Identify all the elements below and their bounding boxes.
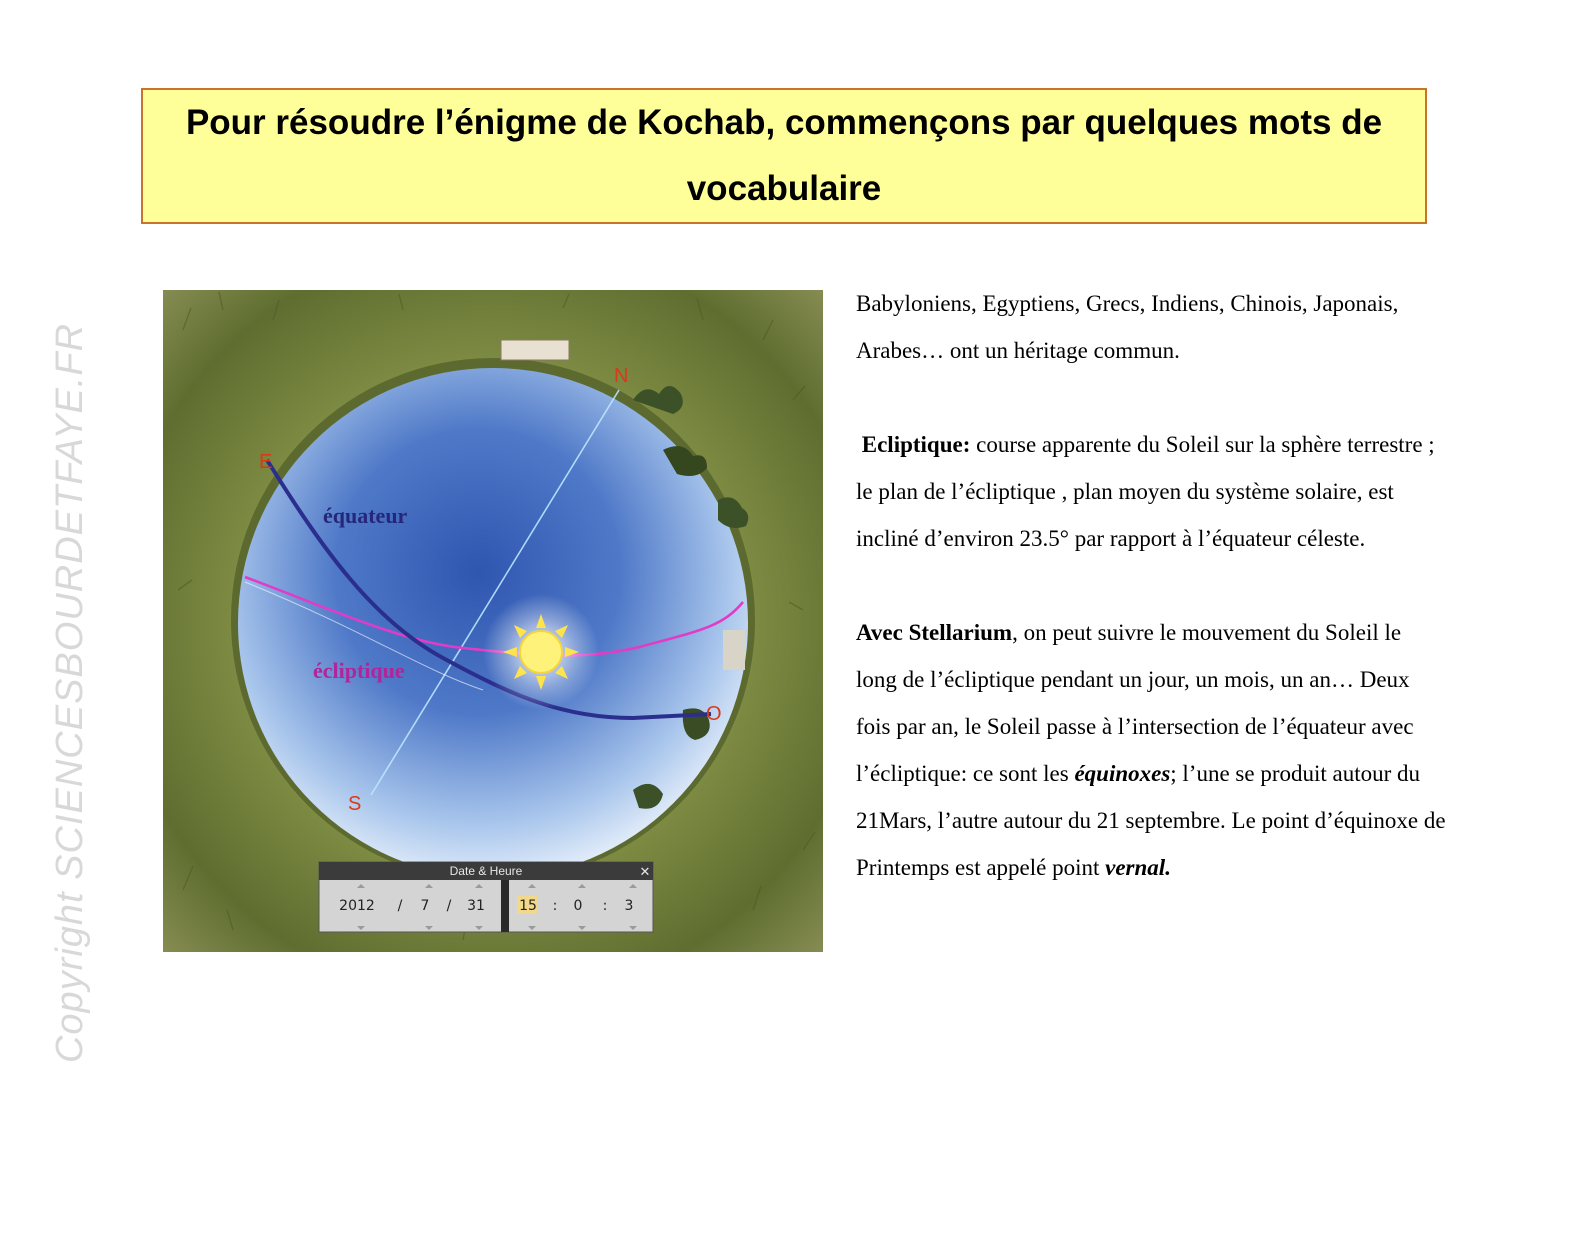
- paragraph-ecliptique: [856, 421, 1446, 562]
- term-vernal: vernal.: [1105, 855, 1171, 880]
- west-marker: O: [706, 703, 722, 725]
- second-spinner[interactable]: 3: [624, 898, 634, 914]
- paragraph-heritage: Babyloniens, Egyptiens, Grecs, Indiens, Chinois, Japonais, Arabes… ont un héritage commun.: [856, 291, 1399, 363]
- sun: [503, 614, 579, 690]
- stellarium-text-1: , on peut suivre le mouvement du Soleil le long de l’écliptique pendant un jour, un mois, un an… Deux fois par an, le Soleil passe à l’intersection de l’équateur avec l’écliptique: ce sont les: [856, 620, 1414, 786]
- dialog-close-button[interactable]: ✕: [639, 865, 651, 880]
- copyright-watermark: Copyright SCIENCESBOURDETFAYE.FR: [49, 322, 91, 1064]
- stellarium-text-2: ; l’une se produit autour du 21Mars, l’autre autour du 21 septembre. Le point d’équinoxe de Printemps est appelé point: [856, 761, 1446, 880]
- minute-spinner[interactable]: 0: [573, 898, 583, 914]
- year-spinner[interactable]: 2012: [339, 898, 375, 914]
- time-separator-1: :: [552, 898, 558, 914]
- hour-spinner[interactable]: 15: [519, 898, 537, 914]
- month-spinner[interactable]: 7: [420, 898, 430, 914]
- title-banner: [141, 88, 1427, 224]
- page-title: Pour résoudre l’énigme de Kochab, commençons par quelques mots de vocabulaire: [185, 103, 1383, 208]
- term-ecliptique: Ecliptique:: [861, 432, 971, 457]
- term-equinoxes: équinoxes: [1074, 761, 1171, 786]
- equator-label: équateur: [323, 503, 408, 528]
- south-marker: S: [348, 793, 362, 815]
- north-marker: N: [614, 365, 629, 387]
- paragraph-stellarium: [856, 609, 1446, 891]
- date-separator-2: /: [446, 898, 452, 914]
- ecliptic-label: écliptique: [313, 658, 405, 683]
- date-separator-1: /: [397, 898, 403, 914]
- day-spinner[interactable]: 31: [467, 898, 485, 914]
- date-time-dialog: [319, 862, 653, 932]
- stellarium-figure: [163, 290, 823, 952]
- term-stellarium: Avec Stellarium: [856, 620, 1013, 645]
- sky-dome-illustration: [163, 290, 823, 952]
- definition-ecliptique: course apparente du Soleil sur la sphère terrestre ; le plan de l’écliptique , plan moyen du système solaire, est incliné d’environ 23.5° par rapport à l’équateur céleste.: [856, 432, 1435, 551]
- dialog-title: Date & Heure: [449, 864, 523, 878]
- time-separator-2: :: [602, 898, 608, 914]
- east-marker: E: [259, 451, 273, 473]
- body-text: [856, 280, 1446, 891]
